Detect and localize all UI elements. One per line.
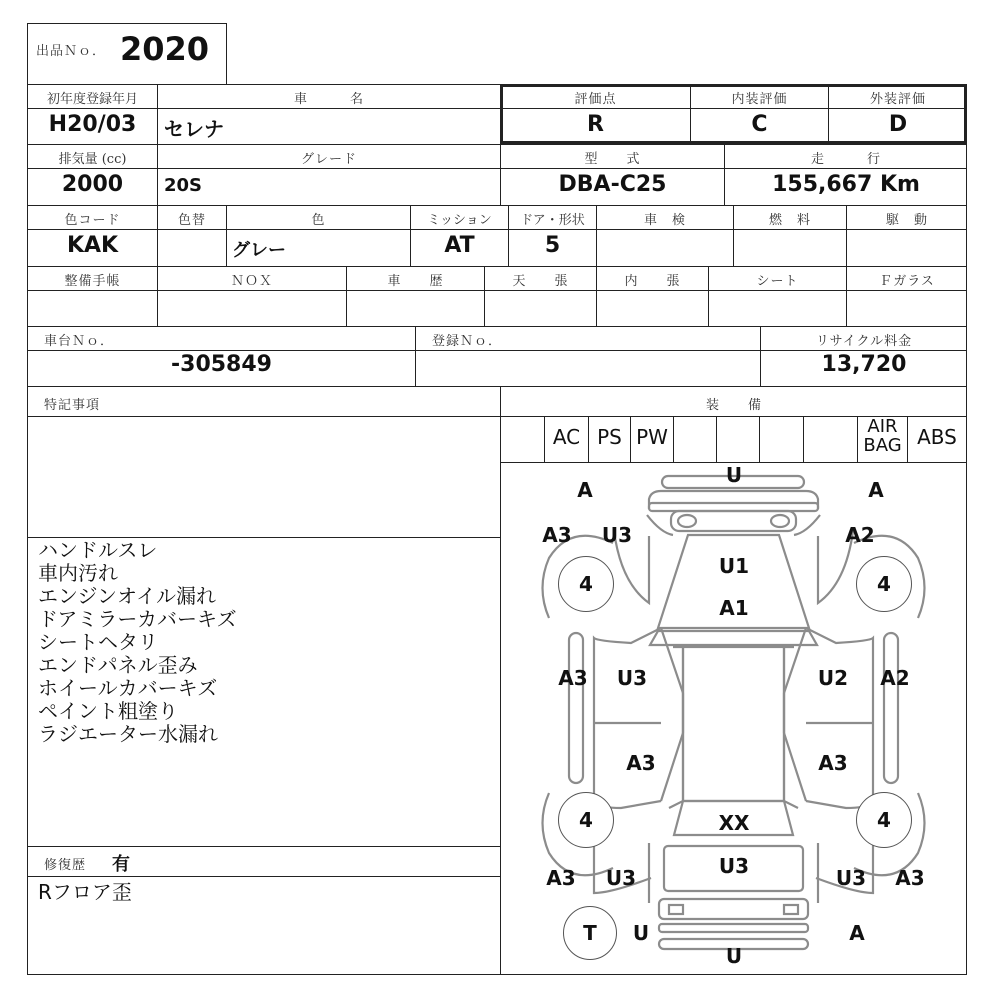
mark-front-right-corner: A <box>868 478 884 502</box>
grade-value: 20S <box>164 175 203 196</box>
mark-front-left-corner: A <box>577 478 593 502</box>
car-name-value: セレナ <box>164 117 224 141</box>
reg-date-value: H20/03 <box>48 112 137 137</box>
equipment-label: 装 備 <box>705 398 762 413</box>
equipment-item-ac: AC <box>552 425 581 449</box>
recycle-fee-value: 13,720 <box>821 352 907 377</box>
chassis-number-value: -305849 <box>171 352 272 377</box>
note-line: ホイールカバーキズ <box>38 676 218 700</box>
mark-left-fender: A3 <box>542 523 572 547</box>
model-label: 型 式 <box>584 152 641 167</box>
mark-right-rear-door: A3 <box>818 751 848 775</box>
lot-number: 2020 <box>120 30 210 68</box>
mileage-label: 走 行 <box>810 152 881 167</box>
equipment-item-abs: ABS <box>917 425 957 449</box>
spare-tire: T <box>563 906 617 960</box>
grade-label: グレード <box>300 152 357 167</box>
note-line: ペイント粗塗り <box>38 699 178 723</box>
note-line: エンドパネル歪み <box>38 653 198 677</box>
front-glass-label: Ｆガラス <box>879 274 935 289</box>
wheel-rear-left: 4 <box>558 792 614 848</box>
note-line: 車内汚れ <box>38 561 118 585</box>
notes-list <box>38 539 237 746</box>
mark-right-quarter-u: U3 <box>835 866 867 890</box>
displacement-value: 2000 <box>61 172 124 197</box>
wheel-front-right: 4 <box>856 556 912 612</box>
note-line: ラジエーター水漏れ <box>38 722 218 746</box>
chassis-number-label: 車台Ｎｏ． <box>44 334 115 349</box>
mark-hood-u: U1 <box>718 554 750 578</box>
mark-rear-right-corner: A <box>849 921 865 945</box>
mark-left-rear-door: A3 <box>626 751 656 775</box>
mark-front-bumper: U <box>725 463 743 487</box>
note-line: シートヘタリ <box>38 630 158 654</box>
exterior-score-label: 外装評価 <box>869 92 926 107</box>
score-value: R <box>587 112 604 137</box>
mileage-value: 155,667 Km <box>772 172 920 197</box>
equipment-item-ps: PS <box>597 425 622 449</box>
interior-trim-label: 内 張 <box>624 274 681 289</box>
equipment-item-pw: PW <box>636 425 668 449</box>
mark-left-front-door-u: U3 <box>616 666 648 690</box>
mark-left-quarter-u: U3 <box>605 866 637 890</box>
wheel-front-left: 4 <box>558 556 614 612</box>
interior-score-label: 内装評価 <box>731 92 788 107</box>
note-line: ドアミラーカバーキズ <box>38 607 237 631</box>
exterior-score-value: D <box>888 112 908 137</box>
note-line: エンジンオイル漏れ <box>38 584 216 608</box>
model-value: DBA-C25 <box>558 172 667 197</box>
repaint-label: 色替 <box>177 213 206 228</box>
reg-date-label: 初年度登録年月 <box>46 92 138 107</box>
mark-right-front-door-u: U2 <box>817 666 849 690</box>
mark-rear-bumper-side: U <box>632 921 650 945</box>
wheel-rear-right: 4 <box>856 792 912 848</box>
lot-number-label: 出品Ｎｏ． <box>36 44 107 59</box>
registration-number-label: 登録Ｎｏ． <box>432 334 503 349</box>
fuel-label: 燃 料 <box>768 213 811 228</box>
mark-rear-glass: XX <box>718 811 750 835</box>
inspection-label: 車 検 <box>643 213 686 228</box>
displacement-label: 排気量 (cc) <box>58 152 127 167</box>
mission-label: ミッション <box>427 213 492 228</box>
door-label: ドア・形状 <box>520 213 585 228</box>
repair-history-value: 有 <box>112 854 130 875</box>
note-line: ハンドルスレ <box>38 538 158 562</box>
history-label: 車 歴 <box>387 274 444 289</box>
door-value: 5 <box>544 233 561 258</box>
drive-label: 駆 動 <box>885 213 928 228</box>
seat-label: シート <box>756 274 799 289</box>
mark-rear-bumper: U <box>725 944 743 968</box>
color-code-value: KAK <box>66 233 119 258</box>
nox-label: ＮＯＸ <box>230 274 273 289</box>
mark-left-quarter: A3 <box>546 866 576 890</box>
repair-detail: Rフロア歪 <box>38 880 132 904</box>
mark-left-front-door: A3 <box>558 666 588 690</box>
maintenance-book-label: 整備手帳 <box>64 274 121 289</box>
color-label: 色 <box>311 213 326 228</box>
repair-history-label: 修復歴 <box>44 858 87 873</box>
mark-back-door: U3 <box>718 854 750 878</box>
color-value: グレー <box>232 240 286 261</box>
score-label: 評価点 <box>574 92 617 107</box>
mission-value: AT <box>444 233 475 258</box>
equipment-item-airbag: AIR BAG <box>863 416 902 456</box>
color-code-label: 色コード <box>64 213 121 228</box>
car-name-label: 車 名 <box>293 92 364 107</box>
mark-left-fender-u: U3 <box>601 523 633 547</box>
mark-right-quarter: A3 <box>895 866 925 890</box>
recycle-fee-label: リサイクル料金 <box>815 334 913 349</box>
mark-right-front-door: A2 <box>880 666 910 690</box>
interior-score-value: C <box>751 112 768 137</box>
mark-right-fender: A2 <box>845 523 875 547</box>
notes-label: 特記事項 <box>44 398 101 413</box>
roof-label: 天 張 <box>512 274 569 289</box>
mark-hood-a: A1 <box>719 596 749 620</box>
